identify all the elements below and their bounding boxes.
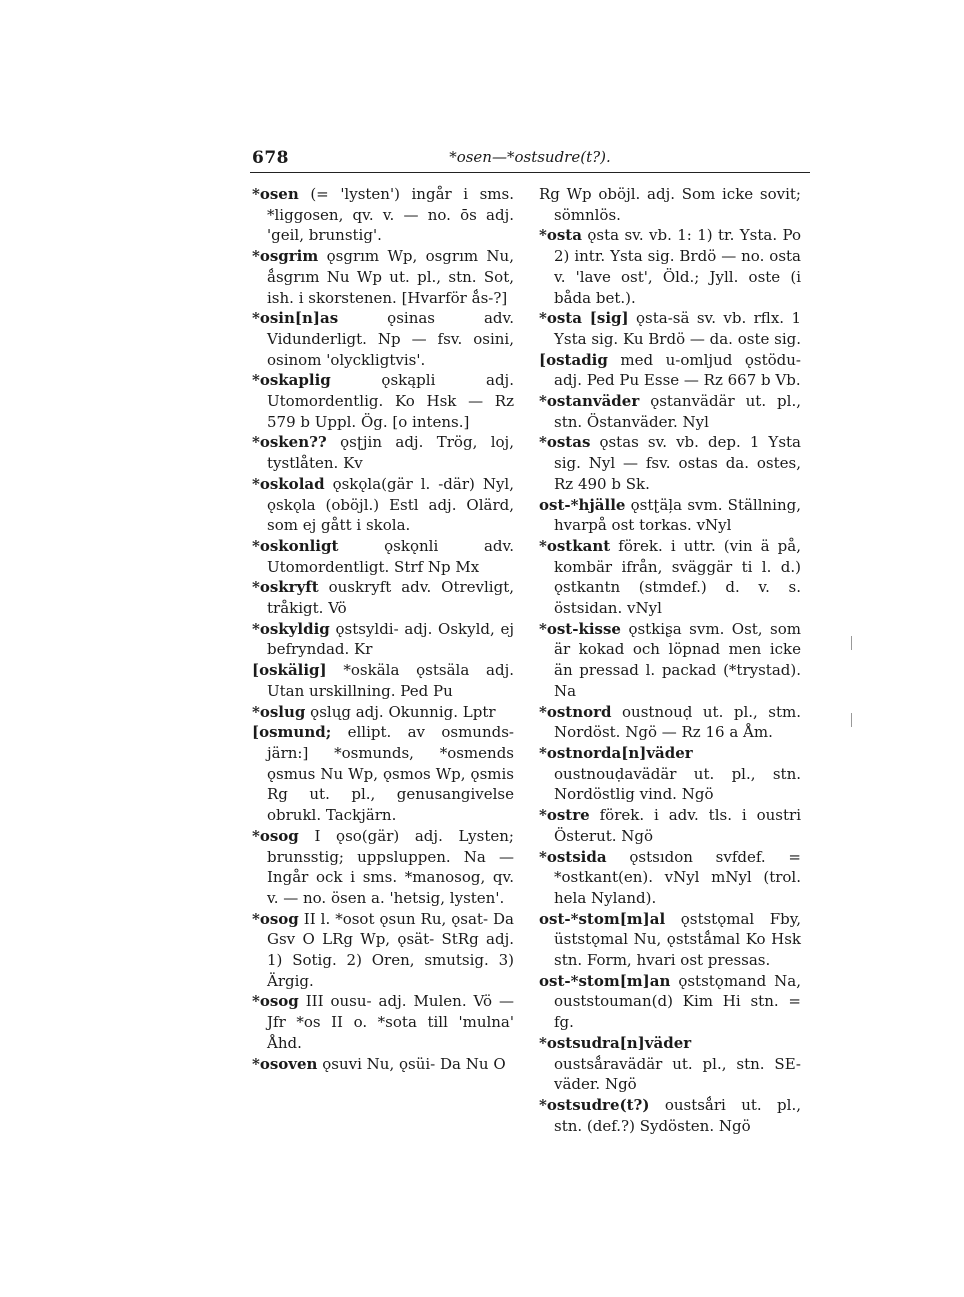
dictionary-entry	[252, 246, 514, 308]
entry-headword: [oskälig]	[252, 661, 327, 680]
entry-headword: *osta	[539, 226, 582, 245]
entry-headword: *osta [sig]	[539, 309, 629, 328]
dictionary-entry	[539, 619, 801, 702]
entry-headword: *ostsida	[539, 847, 607, 866]
entry-headword: *osog	[252, 992, 299, 1011]
entry-definition: ǫststǫmand Na, ouststouman(d) Kim Hi stn. = fg.	[554, 971, 801, 1032]
dictionary-entry	[539, 225, 801, 308]
entry-headword: *oslug	[252, 702, 306, 721]
entry-headword: *ostkant	[539, 536, 611, 555]
entry-definition: ǫslųg adj. Okunnig. Lptr	[310, 702, 496, 721]
entry-definition: ǫstas sv. vb. dep. 1 Ysta sig. Nyl — fsv. ostas da. ostes, Rz 490 b Sk.	[554, 433, 801, 493]
header-rule	[250, 172, 810, 173]
entry-definition: oustsǻri ut. pl., stn. (def.?) Sydösten. Ngö	[554, 1095, 801, 1135]
entry-headword: *osen	[252, 185, 299, 203]
entry-definition: ǫsgrım Wp, osgrım Nu, ǻsgrım Nu Wp ut. pl., stn. Sot, ish. i skorstenen. [Hvarför ǻs-?]	[267, 247, 514, 307]
entry-headword: *osin[n]as	[252, 309, 339, 328]
entry-headword: *osken??	[252, 433, 327, 452]
entry-headword: *ostnorda[n]väder	[539, 743, 693, 762]
entry-definition: med u-omljud ǫstödu- adj. Ped Pu Esse — Rz 667 b Vb.	[554, 350, 801, 390]
dictionary-entry	[539, 847, 801, 909]
dictionary-entry	[252, 308, 514, 370]
entry-definition: oustnouḍavädär ut. pl., stn. Nordöstlig vind. Ngö	[554, 764, 801, 804]
dictionary-entry	[539, 350, 801, 391]
entry-definition: ǫstʈäļa svm. Ställning, hvarpå ost torkas. vNyl	[554, 495, 801, 535]
entry-definition: ǫsinas adv. Vidunderligt. Np — fsv. osini, osinom 'olyckligtvis'.	[267, 309, 514, 369]
entry-definition: ǫsta-sä sv. vb. rflx. 1 Ysta sig. Ku Brdö — da. oste sig.	[554, 309, 801, 348]
entry-definition: ǫskǫnli adv. Utomordentligt. Strf Np Mx	[267, 536, 514, 576]
entry-headword: [ostadig	[539, 350, 608, 369]
entry-definition: *oskäla ǫstsäla adj. Utan urskillning. Ped Pu	[267, 661, 514, 700]
dictionary-entry	[539, 971, 801, 1033]
entry-headword: *ost-kisse	[539, 619, 621, 638]
dictionary-entry	[539, 1033, 801, 1095]
dictionary-entry	[252, 370, 514, 432]
entry-headword: *oskryft	[252, 578, 319, 597]
entry-definition: ellipt. av osmunds-järn:] *osmunds, *osmends ǫsmus Nu Wp, ǫsmos Wp, ǫsmis Rg ut. pl., genusangivelse obrukl. Tackjärn.	[267, 723, 514, 825]
running-head: *osen—*ostsudre(t?).	[449, 148, 611, 166]
dictionary-entry	[539, 702, 801, 743]
entry-headword: *osoven	[252, 1054, 318, 1073]
dictionary-entry	[252, 619, 514, 660]
entry-definition: oustsǻravädär ut. pl., stn. SE-väder. Ngö	[554, 1054, 801, 1094]
entry-definition: ǫskąpli adj. Utomordentlig. Ko Hsk — Rz 579 b Uppl. Ög. [o intens.]	[267, 371, 514, 431]
entry-definition: ǫsʈjin adj. Trög, loj, tystlåten. Kv	[267, 433, 514, 473]
dictionary-entry	[539, 495, 801, 536]
entry-definition: (= 'lysten') ingår i sms. *liggosen, qv. v. — no. ōs adj. 'geil, brunstig'.	[267, 185, 514, 245]
dictionary-entry	[252, 991, 514, 1053]
dictionary-entry	[539, 184, 801, 225]
dictionary-entry	[252, 722, 514, 826]
dictionary-entry	[539, 805, 801, 846]
entry-headword: ost-*stom[m]al	[539, 909, 666, 928]
entry-definition: II l. *osot ǫsun Ru, ǫsat- Da Gsv O LRg Wp, ǫsät- StRg adj. 1) Sotig. 2) Oren, smutsig. 3) Ärgig.	[267, 909, 514, 990]
entry-definition: ǫstsıdon svfdef. = *ostkant(en). vNyl mNyl (trol. hela Nyland).	[554, 847, 801, 907]
dictionary-entry	[252, 702, 514, 723]
entry-definition: I ǫso(gär) adj. Lysten; brunsstig; uppsluppen. Na — Ingår ock i sms. *manosog, qv. v. — no. ösen a. 'hetsig, lysten'.	[267, 826, 514, 907]
entry-definition: ouskryft adv. Otrevligt, tråkigt. Vö	[267, 578, 514, 618]
dictionary-entry	[252, 536, 514, 577]
right-column	[539, 184, 801, 1136]
entry-headword: *ostre	[539, 806, 590, 825]
dictionary-entry	[252, 432, 514, 473]
dictionary-entry	[539, 308, 801, 349]
entry-headword: *oskonligt	[252, 536, 339, 555]
dictionary-entry	[539, 743, 801, 805]
entry-headword: *ostas	[539, 433, 591, 452]
entry-headword: *oskyldig	[252, 619, 330, 638]
entry-headword: *osog	[252, 826, 299, 845]
dictionary-entry	[539, 536, 801, 619]
dictionary-entry	[539, 1095, 801, 1136]
entry-definition: ǫststǫmal Fby, üststǫmal Nu, ǫststǻmal Ko Hsk stn. Form, hvari ost pressas.	[554, 909, 801, 970]
entry-headword: *ostanväder	[539, 392, 640, 411]
page-number: 678	[252, 148, 289, 168]
entry-headword: *ostnord	[539, 702, 612, 721]
entry-headword: *ostsudre(t?)	[539, 1095, 650, 1114]
entry-definition: III ousu- adj. Mulen. Vö — Jfr *os II o. *sota till 'mulna' Åhd.	[267, 992, 514, 1052]
entry-headword: [osmund;	[252, 723, 332, 742]
entry-headword: ost-*hjälle	[539, 495, 626, 514]
page-header	[250, 148, 810, 170]
entry-definition: förek. i uttr. (vin ä på, kombär ifrån, sväggär ti l. d.) ǫstkantn (stmdef.) d. v. s. östsidan. vNyl	[554, 536, 801, 618]
entry-headword: *osgrim	[252, 247, 319, 266]
dictionary-entry	[252, 184, 514, 246]
entry-definition: ǫstanvädär ut. pl., stn. Östanväder. Nyl	[554, 392, 801, 431]
dictionary-entry	[252, 1054, 514, 1075]
margin-mark	[851, 713, 852, 727]
entry-headword: *oskolad	[252, 474, 325, 493]
margin-mark	[851, 636, 852, 650]
dictionary-entry	[252, 909, 514, 992]
dictionary-entry	[539, 432, 801, 494]
left-column	[252, 184, 514, 1074]
dictionary-entry	[252, 474, 514, 536]
entry-definition: ǫskǫla(gär l. -där) Nyl, ǫskǫla (oböjl.) Estl adj. Olärd, som ej gått i skola.	[267, 474, 514, 535]
entry-headword: *ostsudra[n]väder	[539, 1033, 692, 1052]
entry-definition: Rg Wp oböjl. adj. Som icke sovit; sömnlös.	[539, 185, 801, 224]
entry-definition: förek. i adv. tls. i oustri Österut. Ngö	[554, 806, 801, 845]
entry-definition: ǫsuvi Nu, ǫsüi- Da Nu O	[322, 1054, 506, 1073]
dictionary-entry	[252, 660, 514, 701]
entry-headword: *oskaplig	[252, 371, 331, 390]
entry-definition: ǫstkiʂa svm. Ost, som är kokad och löpnad men icke än pressad l. packad (*trystad). Na	[554, 619, 801, 700]
entry-headword: ost-*stom[m]an	[539, 971, 671, 990]
dictionary-entry	[252, 577, 514, 618]
entry-headword: *osog	[252, 909, 299, 928]
entry-definition: ǫsta sv. vb. 1: 1) tr. Ysta. Po 2) intr. Ysta sig. Brdö — no. osta v. 'lave ost', Öld.; Jyll. oste (i båda bet.).	[554, 226, 801, 307]
entry-definition: oustnouḍ ut. pl., stm. Nordöst. Ngö — Rz 16 a Åm.	[554, 702, 801, 742]
entry-definition: ǫstsyldi- adj. Oskyld, ej befryndad. Kr	[267, 619, 514, 659]
dictionary-entry	[252, 826, 514, 909]
dictionary-entry	[539, 391, 801, 432]
dictionary-entry	[539, 909, 801, 971]
